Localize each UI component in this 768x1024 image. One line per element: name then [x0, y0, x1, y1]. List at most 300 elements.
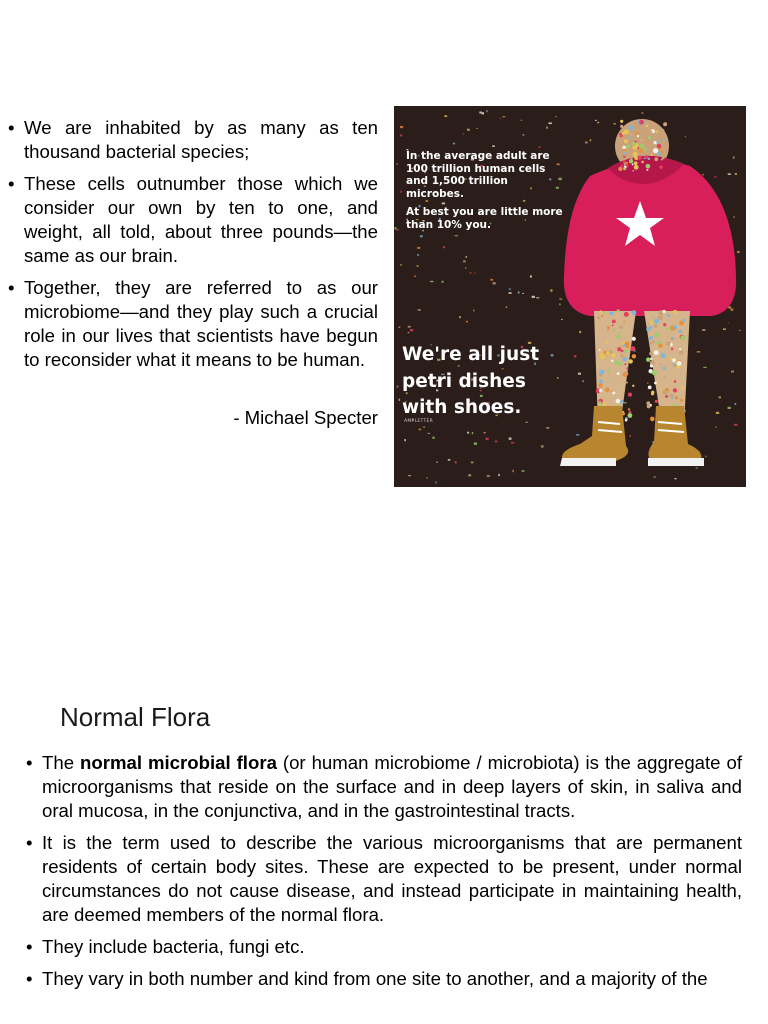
- confetti-dot: [728, 322, 729, 323]
- speckle-dot: [629, 131, 633, 135]
- speckle-dot: [646, 164, 651, 169]
- speckle-dot: [658, 315, 663, 320]
- confetti-dot: [414, 276, 416, 277]
- speckle-dot: [628, 393, 632, 397]
- speckle-dot: [624, 312, 629, 317]
- speckle-dot: [654, 141, 657, 144]
- speckle-dot: [653, 148, 658, 153]
- speckle-dot: [663, 310, 666, 313]
- speckle-dot: [661, 353, 666, 358]
- speckle-dot: [673, 326, 677, 330]
- confetti-dot: [495, 441, 498, 443]
- speckle-dot: [652, 341, 655, 344]
- speckle-dot: [629, 359, 633, 363]
- speckle-dot: [681, 386, 684, 389]
- confetti-dot: [522, 293, 524, 294]
- speckle-dot: [679, 348, 681, 350]
- speckle-dot: [634, 165, 639, 170]
- flora-bullet-4: • They vary in both number and kind from one site to another, and a majority of the: [26, 967, 742, 991]
- confetti-dot: [455, 461, 457, 463]
- confetti-dot: [697, 351, 700, 353]
- confetti-dot: [472, 432, 473, 434]
- speckle-dot: [672, 337, 675, 340]
- speckle-dot: [621, 165, 623, 167]
- confetti-dot: [582, 380, 584, 382]
- speckle-dot: [632, 385, 634, 387]
- speckle-dot: [603, 312, 605, 314]
- confetti-dot: [532, 296, 535, 298]
- speckle-dot: [647, 405, 651, 409]
- speckle-dot: [648, 386, 652, 390]
- speckle-dot: [622, 357, 627, 362]
- speckle-dot: [599, 349, 601, 351]
- confetti-dot: [490, 279, 493, 281]
- speckle-dot: [644, 158, 646, 160]
- speckle-dot: [632, 163, 634, 165]
- speckle-dot: [620, 120, 623, 123]
- confetti-dot: [696, 467, 698, 468]
- speckle-dot: [612, 320, 616, 324]
- speckle-dot: [620, 400, 623, 403]
- confetti-dot: [408, 332, 410, 333]
- confetti-dot: [404, 439, 406, 441]
- confetti-dot: [400, 135, 403, 137]
- flora-bullet-1: [26, 751, 742, 823]
- confetti-dot: [574, 355, 577, 357]
- speckle-dot: [652, 370, 657, 375]
- poster-tagline: [402, 342, 572, 422]
- poster-tagline-line-2: petri dishes: [402, 370, 526, 392]
- speckle-dot: [664, 139, 666, 141]
- speckle-dot: [650, 364, 653, 367]
- speckle-dot: [625, 341, 630, 346]
- speckle-dot: [620, 354, 624, 358]
- confetti-dot: [399, 399, 401, 401]
- confetti-dot: [486, 438, 489, 440]
- confetti-dot: [453, 143, 455, 145]
- confetti-dot: [585, 142, 588, 144]
- quote-bullet-3: • Together, they are referred to as our microbiome—and they play such a crucial role in our lives that scientists have begun to reconsider what it means to be human.: [8, 276, 378, 372]
- confetti-dot: [462, 133, 464, 134]
- confetti-dot: [400, 264, 401, 266]
- confetti-dot: [613, 123, 616, 124]
- speckle-dot: [646, 169, 648, 171]
- speckle-dot: [675, 396, 678, 399]
- speckle-dot: [644, 147, 647, 150]
- confetti-dot: [522, 470, 525, 472]
- speckle-dot: [683, 319, 686, 322]
- speckle-dot: [611, 390, 613, 392]
- speckle-dot: [671, 348, 673, 350]
- poster-credit: AMPLETTER: [404, 419, 434, 424]
- quote-bullet-1: • We are inhabited by as many as ten thousand bacterial species;: [8, 116, 378, 164]
- confetti-dot: [647, 382, 648, 384]
- confetti-dot: [629, 435, 631, 437]
- confetti-dot: [518, 291, 520, 293]
- speckle-dot: [599, 369, 604, 374]
- confetti-dot: [468, 474, 471, 476]
- confetti-dot: [728, 407, 731, 409]
- speckle-dot: [663, 323, 666, 326]
- speckle-dot: [623, 373, 627, 377]
- speckle-dot: [623, 167, 626, 170]
- confetti-dot: [509, 438, 512, 440]
- speckle-dot: [666, 328, 669, 331]
- speckle-dot: [609, 380, 611, 382]
- confetti-dot: [525, 422, 527, 423]
- quote-bullet-list: [8, 116, 378, 380]
- confetti-dot: [734, 424, 738, 426]
- speckle-dot: [649, 336, 653, 340]
- confetti-dot: [410, 329, 413, 331]
- speckle-dot: [599, 389, 602, 392]
- confetti-dot: [397, 163, 398, 164]
- speckle-dot: [665, 356, 667, 358]
- speckle-dot: [612, 392, 615, 395]
- speckle-dot: [632, 337, 636, 341]
- speckle-dot: [679, 330, 683, 334]
- speckle-dot: [650, 417, 655, 422]
- speckle-dot: [625, 419, 628, 422]
- confetti-dot: [561, 319, 563, 320]
- speckle-dot: [601, 315, 603, 317]
- speckle-dot: [620, 134, 623, 137]
- speckle-dot: [626, 145, 630, 149]
- speckle-dot: [660, 363, 662, 365]
- speckle-dot: [606, 352, 610, 356]
- confetti-dot: [430, 281, 433, 282]
- speckle-dot: [616, 399, 621, 404]
- confetti-dot: [530, 275, 532, 277]
- confetti-dot: [470, 272, 472, 273]
- confetti-dot: [428, 433, 430, 434]
- speckle-dot: [632, 354, 636, 358]
- speckle-dot: [597, 316, 600, 319]
- speckle-dot: [648, 158, 650, 160]
- confetti-dot: [556, 116, 557, 117]
- speckle-dot: [677, 361, 682, 366]
- confetti-dot: [539, 147, 541, 148]
- speckle-dot: [648, 136, 651, 139]
- confetti-dot: [426, 477, 427, 478]
- speckle-dot: [624, 163, 626, 165]
- confetti-dot: [723, 328, 726, 330]
- speckle-dot: [679, 374, 681, 376]
- speckle-dot: [650, 154, 652, 156]
- confetti-dot: [483, 432, 485, 434]
- confetti-dot: [739, 330, 740, 331]
- speckle-dot: [611, 353, 616, 358]
- confetti-dot: [702, 174, 704, 176]
- confetti-dot: [466, 321, 468, 323]
- speckle-dot: [607, 326, 610, 329]
- confetti-dot: [595, 120, 597, 121]
- flora-bullet-3: • They include bacteria, fungi etc.: [26, 935, 742, 959]
- speckle-dot: [633, 152, 638, 157]
- speckle-dot: [672, 358, 676, 362]
- confetti-dot: [419, 429, 422, 431]
- left-shoe-sole: [560, 458, 616, 466]
- speckle-dot: [620, 125, 623, 128]
- speckle-dot: [654, 324, 658, 328]
- speckle-dot: [605, 388, 610, 393]
- speckle-dot: [645, 125, 648, 128]
- speckle-dot: [647, 148, 651, 152]
- confetti-dot: [444, 115, 447, 117]
- confetti-dot: [408, 326, 411, 328]
- confetti-dot: [500, 118, 501, 119]
- speckle-dot: [621, 350, 624, 353]
- speckle-dot: [646, 141, 648, 143]
- confetti-dot: [486, 110, 487, 112]
- confetti-dot: [733, 216, 734, 218]
- speckle-dot: [655, 131, 658, 134]
- flora-bullet-1-bold: normal microbial flora: [80, 752, 277, 773]
- speckle-dot: [650, 358, 652, 360]
- confetti-dot: [623, 402, 626, 403]
- speckle-dot: [641, 139, 643, 141]
- confetti-dot: [417, 254, 419, 256]
- speckle-dot: [655, 332, 660, 337]
- speckle-dot: [653, 134, 656, 137]
- right-shoe-sole: [648, 458, 704, 466]
- speckle-dot: [632, 142, 636, 146]
- speckle-dot: [671, 397, 673, 399]
- speckle-dot: [617, 309, 620, 312]
- speckle-dot: [661, 159, 663, 161]
- confetti-dot: [735, 403, 737, 405]
- speckle-dot: [619, 332, 621, 334]
- confetti-dot: [512, 470, 513, 473]
- confetti-dot: [487, 475, 490, 477]
- speckle-dot: [646, 327, 650, 331]
- confetti-dot: [436, 462, 438, 463]
- confetti-dot: [576, 434, 579, 435]
- confetti-dot: [400, 126, 403, 128]
- confetti-dot: [498, 474, 500, 476]
- confetti-dot: [443, 246, 445, 248]
- speckle-dot: [618, 361, 622, 365]
- speckle-dot: [652, 316, 654, 318]
- speckle-dot: [599, 310, 602, 313]
- speckle-dot: [632, 310, 637, 315]
- confetti-dot: [735, 173, 737, 175]
- confetti-dot: [597, 122, 599, 124]
- confetti-dot: [492, 145, 495, 147]
- speckle-dot: [649, 320, 653, 324]
- confetti-dot: [459, 316, 461, 318]
- speckle-dot: [606, 341, 609, 344]
- speckle-dot: [639, 120, 644, 125]
- confetti-dot: [705, 456, 706, 458]
- speckle-dot: [623, 156, 625, 158]
- confetti-dot: [417, 265, 419, 267]
- speckle-dot: [657, 341, 661, 345]
- speckle-dot: [666, 342, 670, 346]
- confetti-dot: [546, 127, 548, 129]
- speckle-dot: [665, 395, 668, 398]
- speckle-dot: [637, 135, 639, 137]
- speckle-dot: [658, 152, 661, 155]
- confetti-dot: [474, 443, 477, 445]
- speckle-dot: [619, 326, 623, 330]
- speckle-dot: [654, 157, 658, 161]
- speckle-dot: [663, 122, 667, 126]
- confetti-dot: [466, 256, 467, 258]
- confetti-dot: [493, 282, 496, 284]
- confetti-dot: [536, 297, 539, 298]
- poster-stat-cells: In the average adult are 100 trillion human cells and 1,500 trillion microbes.: [406, 150, 550, 200]
- speckle-dot: [654, 319, 659, 324]
- speckle-dot: [624, 139, 628, 143]
- speckle-dot: [613, 329, 615, 331]
- confetti-dot: [523, 134, 525, 136]
- speckle-dot: [651, 392, 654, 395]
- confetti-dot: [509, 292, 512, 294]
- confetti-dot: [702, 329, 705, 331]
- confetti-dot: [423, 426, 425, 428]
- confetti-dot: [467, 129, 470, 131]
- speckle-dot: [673, 310, 677, 314]
- poster-stat-percent: At best you are little more than 10% you.: [406, 206, 563, 231]
- confetti-dot: [550, 289, 552, 291]
- speckle-dot: [609, 311, 613, 315]
- confetti-dot: [432, 437, 434, 439]
- speckle-dot: [650, 342, 653, 345]
- microbiome-poster: [394, 106, 746, 487]
- speckle-dot: [617, 347, 621, 351]
- confetti-dot: [473, 310, 474, 312]
- speckle-dot: [624, 363, 626, 365]
- slide-title: Normal Flora: [60, 702, 211, 732]
- poster-tagline-line-3: with shoes.: [402, 397, 522, 418]
- speckle-dot: [631, 158, 633, 160]
- speckle-dot: [624, 129, 629, 134]
- confetti-dot: [400, 191, 401, 193]
- confetti-dot: [448, 459, 451, 461]
- confetti-dot: [482, 112, 484, 114]
- confetti-dot: [436, 481, 437, 484]
- speckle-dot: [598, 383, 603, 388]
- speckle-dot: [603, 403, 607, 407]
- slide-normal-flora: [0, 512, 768, 1024]
- speckle-dot: [660, 150, 663, 153]
- confetti-dot: [397, 229, 399, 230]
- speckle-dot: [628, 413, 633, 418]
- speckle-dot: [679, 351, 683, 355]
- confetti-dot: [590, 139, 592, 141]
- speckle-dot: [638, 156, 642, 160]
- speckle-dot: [623, 149, 625, 151]
- confetti-dot: [463, 260, 466, 262]
- speckle-dot: [663, 367, 666, 370]
- speckle-dot: [607, 369, 610, 372]
- speckle-dot: [623, 321, 625, 323]
- flora-bullet-1-prefix: The: [42, 752, 81, 773]
- speckle-dot: [662, 157, 665, 160]
- confetti-dot: [511, 442, 514, 444]
- flora-bullet-list: [26, 751, 742, 999]
- quote-bullet-2: • These cells outnumber those which we consider our own by ten to one, and weight, all told, about three pounds—the same as our brain.: [8, 172, 378, 268]
- poster-tagline-line-1: We're all just: [402, 344, 540, 365]
- speckle-dot: [658, 150, 660, 152]
- speckle-dot: [634, 161, 638, 165]
- speckle-dot: [612, 324, 614, 326]
- confetti-dot: [731, 371, 734, 373]
- speckle-dot: [635, 132, 638, 135]
- speckle-dot: [611, 360, 614, 363]
- speckle-dot: [637, 147, 639, 149]
- speckle-dot: [626, 162, 628, 164]
- confetti-dot: [559, 299, 562, 300]
- confetti-dot: [479, 112, 482, 114]
- speckle-dot: [628, 408, 630, 410]
- confetti-dot: [506, 306, 507, 308]
- confetti-dot: [471, 462, 474, 464]
- speckle-dot: [660, 129, 665, 134]
- confetti-dot: [674, 478, 676, 479]
- confetti-dot: [474, 273, 475, 275]
- speckle-dot: [626, 382, 628, 384]
- confetti-dot: [509, 289, 511, 290]
- quote-attribution: - Michael Specter: [233, 407, 378, 428]
- confetti-dot: [442, 281, 444, 283]
- speckle-dot: [680, 399, 683, 402]
- confetti-dot: [685, 136, 686, 137]
- speckle-dot: [617, 315, 619, 317]
- confetti-dot: [642, 112, 644, 113]
- speckle-dot: [642, 150, 644, 152]
- speckle-dot: [620, 346, 622, 348]
- speckle-dot: [680, 335, 685, 340]
- confetti-dot: [737, 251, 740, 253]
- speckle-dot: [659, 166, 662, 169]
- confetti-dot: [399, 327, 401, 328]
- flora-bullet-1-suffix: (or human microbiome / microbiota) is the aggregate of microorganisms that reside on the surface and in deep layers of skin, in saliva and oral mucosa, in the conjunctiva, and in the gastrointestinal tracts.: [42, 752, 742, 821]
- right-shoe-shape: [648, 406, 701, 462]
- confetti-dot: [654, 476, 656, 477]
- confetti-dot: [476, 128, 477, 129]
- confetti-dot: [715, 427, 716, 428]
- speckle-dot: [632, 170, 634, 172]
- speckle-dot: [630, 346, 635, 351]
- speckle-dot: [626, 367, 628, 369]
- confetti-dot: [395, 227, 397, 229]
- confetti-dot: [408, 475, 411, 476]
- confetti-dot: [559, 303, 560, 305]
- speckle-dot: [646, 357, 650, 361]
- confetti-dot: [417, 247, 420, 249]
- confetti-dot: [728, 307, 731, 309]
- confetti-dot: [716, 412, 719, 414]
- speckle-dot: [673, 388, 677, 392]
- speckle-dot: [630, 137, 632, 139]
- speckle-dot: [640, 145, 644, 149]
- speckle-dot: [657, 144, 662, 149]
- speckle-dot: [654, 382, 657, 385]
- speckle-dot: [641, 161, 644, 164]
- confetti-dot: [728, 173, 731, 175]
- speckle-dot: [664, 376, 666, 378]
- poster-stats-text: [406, 150, 566, 237]
- confetti-dot: [733, 156, 735, 158]
- flora-bullet-2: • It is the term used to describe the various microorganisms that are permanent residents of certain body sites. These are expected to be present, under normal circumstances do not cause disease, and instead participate in maintaining health, are deemed members of the normal flora.: [26, 831, 742, 927]
- confetti-dot: [703, 367, 706, 368]
- speckle-dot: [623, 152, 626, 155]
- confetti-dot: [549, 122, 552, 124]
- confetti-dot: [541, 445, 544, 447]
- speckle-dot: [629, 125, 634, 130]
